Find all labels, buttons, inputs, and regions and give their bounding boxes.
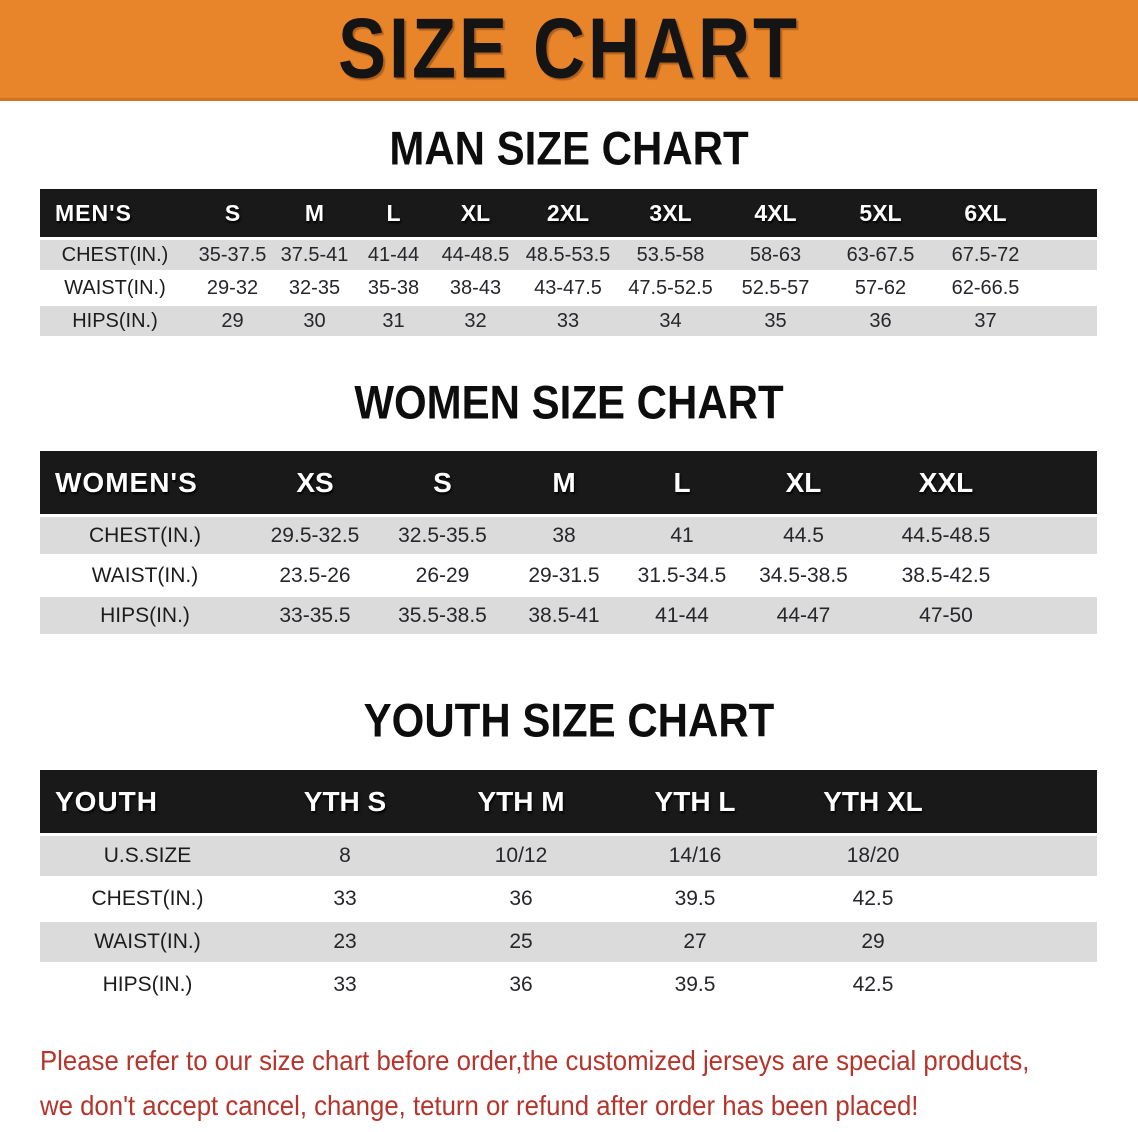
row-label: HIPS(IN.) bbox=[40, 597, 250, 634]
men-hips-row bbox=[40, 306, 1097, 336]
disclaimer-line-2: we don't accept cancel, change, teturn or refund after order has been placed! bbox=[40, 1090, 919, 1121]
size-value-cell: 29 bbox=[190, 306, 275, 336]
size-column-header: XL bbox=[433, 189, 518, 237]
size-column-header: 2XL bbox=[518, 189, 618, 237]
size-value-cell: 33 bbox=[255, 965, 435, 1005]
size-value-cell: 23 bbox=[255, 922, 435, 962]
women-group-label: WOMEN'S bbox=[40, 451, 250, 514]
size-column-header: L bbox=[623, 451, 741, 514]
size-value-cell: 29 bbox=[783, 922, 963, 962]
size-value-cell: 18/20 bbox=[783, 836, 963, 876]
banner-title: SIZE CHART bbox=[338, 1, 800, 97]
size-value-cell: 33-35.5 bbox=[250, 597, 380, 634]
size-value-cell: 23.5-26 bbox=[250, 557, 380, 594]
size-column-header: 4XL bbox=[723, 189, 828, 237]
size-value-cell: 41-44 bbox=[354, 240, 433, 270]
size-value-cell: 57-62 bbox=[828, 273, 933, 303]
size-column-header: S bbox=[190, 189, 275, 237]
youth-section-heading: YOUTH SIZE CHART bbox=[363, 694, 775, 747]
size-value-cell: 38.5-42.5 bbox=[866, 557, 1026, 594]
men-waist-row bbox=[40, 273, 1097, 303]
filler-cell bbox=[1038, 189, 1097, 237]
row-label: HIPS(IN.) bbox=[40, 965, 255, 1005]
size-value-cell: 42.5 bbox=[783, 965, 963, 1005]
size-column-header: L bbox=[354, 189, 433, 237]
women-section-heading: WOMEN SIZE CHART bbox=[354, 376, 784, 429]
size-value-cell: 32 bbox=[433, 306, 518, 336]
man-section-heading: MAN SIZE CHART bbox=[389, 122, 749, 175]
row-label: U.S.SIZE bbox=[40, 836, 255, 876]
women-chest-row bbox=[40, 517, 1097, 554]
row-label: WAIST(IN.) bbox=[40, 557, 250, 594]
men-header-row bbox=[40, 189, 1097, 237]
size-column-header: S bbox=[380, 451, 505, 514]
size-value-cell: 38.5-41 bbox=[505, 597, 623, 634]
row-label: CHEST(IN.) bbox=[40, 879, 255, 919]
size-value-cell: 44-48.5 bbox=[433, 240, 518, 270]
size-value-cell: 43-47.5 bbox=[518, 273, 618, 303]
size-value-cell: 30 bbox=[275, 306, 354, 336]
size-value-cell: 67.5-72 bbox=[933, 240, 1038, 270]
size-value-cell: 37 bbox=[933, 306, 1038, 336]
size-value-cell: 10/12 bbox=[435, 836, 607, 876]
size-value-cell: 34.5-38.5 bbox=[741, 557, 866, 594]
size-value-cell: 14/16 bbox=[607, 836, 783, 876]
size-value-cell: 41-44 bbox=[623, 597, 741, 634]
size-value-cell: 35-38 bbox=[354, 273, 433, 303]
filler-cell bbox=[1026, 451, 1097, 514]
size-column-header: YTH M bbox=[435, 770, 607, 833]
size-value-cell: 47.5-52.5 bbox=[618, 273, 723, 303]
filler-cell bbox=[963, 965, 1097, 1005]
size-value-cell: 58-63 bbox=[723, 240, 828, 270]
women-header-row bbox=[40, 451, 1097, 514]
size-value-cell: 63-67.5 bbox=[828, 240, 933, 270]
size-value-cell: 33 bbox=[255, 879, 435, 919]
row-label: CHEST(IN.) bbox=[40, 517, 250, 554]
size-value-cell: 33 bbox=[518, 306, 618, 336]
youth-header-row bbox=[40, 770, 1097, 833]
size-value-cell: 29.5-32.5 bbox=[250, 517, 380, 554]
row-label: WAIST(IN.) bbox=[40, 273, 190, 303]
size-column-header: XXL bbox=[866, 451, 1026, 514]
filler-cell bbox=[1038, 273, 1097, 303]
youth-chest-row bbox=[40, 879, 1097, 919]
men-chest-row bbox=[40, 240, 1097, 270]
youth-waist-row bbox=[40, 922, 1097, 962]
size-value-cell: 42.5 bbox=[783, 879, 963, 919]
size-value-cell: 29-31.5 bbox=[505, 557, 623, 594]
filler-cell bbox=[1026, 517, 1097, 554]
size-value-cell: 31.5-34.5 bbox=[623, 557, 741, 594]
row-label: CHEST(IN.) bbox=[40, 240, 190, 270]
size-column-header: 5XL bbox=[828, 189, 933, 237]
size-value-cell: 44.5-48.5 bbox=[866, 517, 1026, 554]
size-value-cell: 36 bbox=[435, 879, 607, 919]
size-column-header: M bbox=[275, 189, 354, 237]
filler-cell bbox=[1026, 597, 1097, 634]
size-column-header: YTH XL bbox=[783, 770, 963, 833]
size-value-cell: 36 bbox=[828, 306, 933, 336]
size-value-cell: 38-43 bbox=[433, 273, 518, 303]
filler-cell bbox=[963, 879, 1097, 919]
size-value-cell: 32-35 bbox=[275, 273, 354, 303]
size-value-cell: 37.5-41 bbox=[275, 240, 354, 270]
size-value-cell: 52.5-57 bbox=[723, 273, 828, 303]
size-value-cell: 32.5-35.5 bbox=[380, 517, 505, 554]
size-column-header: YTH L bbox=[607, 770, 783, 833]
filler-cell bbox=[1038, 306, 1097, 336]
size-value-cell: 39.5 bbox=[607, 879, 783, 919]
size-value-cell: 35-37.5 bbox=[190, 240, 275, 270]
youth-hips-row bbox=[40, 965, 1097, 1005]
size-value-cell: 29-32 bbox=[190, 273, 275, 303]
size-value-cell: 53.5-58 bbox=[618, 240, 723, 270]
size-value-cell: 26-29 bbox=[380, 557, 505, 594]
size-value-cell: 27 bbox=[607, 922, 783, 962]
size-column-header: 6XL bbox=[933, 189, 1038, 237]
size-value-cell: 25 bbox=[435, 922, 607, 962]
youth-group-label: YOUTH bbox=[40, 770, 255, 833]
size-value-cell: 62-66.5 bbox=[933, 273, 1038, 303]
size-value-cell: 8 bbox=[255, 836, 435, 876]
size-value-cell: 44-47 bbox=[741, 597, 866, 634]
women-size-table bbox=[40, 448, 1097, 637]
row-label: WAIST(IN.) bbox=[40, 922, 255, 962]
size-value-cell: 34 bbox=[618, 306, 723, 336]
filler-cell bbox=[963, 922, 1097, 962]
women-waist-row bbox=[40, 557, 1097, 594]
filler-cell bbox=[1026, 557, 1097, 594]
size-column-header: XS bbox=[250, 451, 380, 514]
youth-ussize-row bbox=[40, 836, 1097, 876]
row-label: HIPS(IN.) bbox=[40, 306, 190, 336]
size-value-cell: 39.5 bbox=[607, 965, 783, 1005]
size-column-header: 3XL bbox=[618, 189, 723, 237]
filler-cell bbox=[963, 770, 1097, 833]
size-value-cell: 48.5-53.5 bbox=[518, 240, 618, 270]
size-column-header: XL bbox=[741, 451, 866, 514]
size-value-cell: 36 bbox=[435, 965, 607, 1005]
filler-cell bbox=[963, 836, 1097, 876]
disclaimer-line-1: Please refer to our size chart before order,the customized jerseys are special products, bbox=[40, 1045, 1030, 1076]
size-value-cell: 38 bbox=[505, 517, 623, 554]
filler-cell bbox=[1038, 240, 1097, 270]
size-chart-banner bbox=[0, 0, 1138, 101]
size-value-cell: 44.5 bbox=[741, 517, 866, 554]
youth-size-table bbox=[40, 767, 1097, 1008]
size-column-header: M bbox=[505, 451, 623, 514]
men-size-table bbox=[40, 186, 1097, 339]
disclaimer-text bbox=[40, 1038, 1130, 1128]
size-value-cell: 41 bbox=[623, 517, 741, 554]
size-value-cell: 31 bbox=[354, 306, 433, 336]
size-value-cell: 35 bbox=[723, 306, 828, 336]
women-hips-row bbox=[40, 597, 1097, 634]
size-column-header: YTH S bbox=[255, 770, 435, 833]
men-group-label: MEN'S bbox=[40, 189, 190, 237]
size-value-cell: 47-50 bbox=[866, 597, 1026, 634]
size-value-cell: 35.5-38.5 bbox=[380, 597, 505, 634]
